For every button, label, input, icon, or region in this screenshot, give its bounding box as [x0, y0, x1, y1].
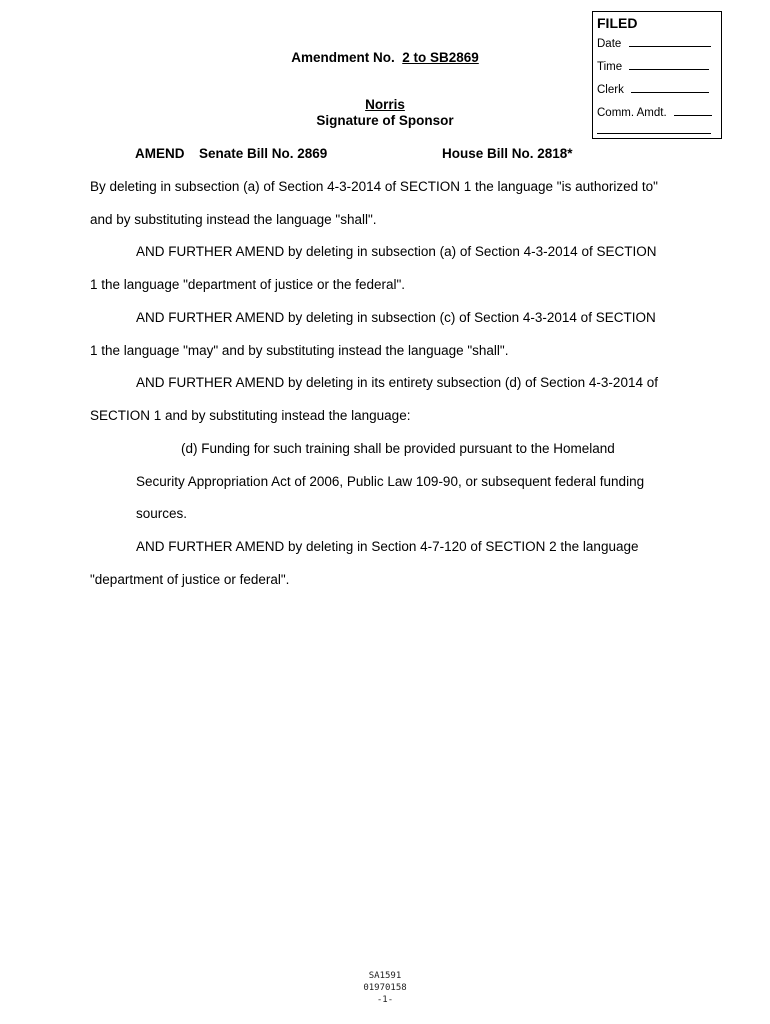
house-bill-number: House Bill No. 2818*	[442, 146, 573, 161]
body-line: "department of justice or federal".	[90, 572, 290, 587]
filed-date-row	[597, 36, 717, 50]
filed-time-row	[597, 59, 717, 73]
filed-time-label: Time	[597, 61, 623, 73]
filed-stamp-box	[592, 11, 722, 139]
sponsor-caption: Signature of Sponsor	[316, 113, 454, 128]
body-line: SECTION 1 and by substituting instead the language:	[90, 408, 411, 423]
quoted-line: sources.	[136, 506, 188, 521]
filed-title: FILED	[597, 15, 638, 31]
footer-code-number: 01970158	[363, 983, 407, 993]
amendment-title	[235, 50, 535, 65]
footer-code-sa: SA1591	[368, 971, 402, 981]
filed-clerk-row	[597, 82, 717, 96]
filed-comm-amdt-row	[597, 105, 717, 119]
senate-bill-number: Senate Bill No. 2869	[199, 146, 328, 161]
amendment-prefix: Amendment No.	[291, 50, 395, 65]
filed-comm-amdt-label: Comm. Amdt.	[597, 107, 667, 119]
filed-date-label: Date	[597, 38, 622, 50]
filed-comm-amdt-blank	[674, 105, 712, 116]
amendment-ref: 2 to SB2869	[402, 50, 479, 65]
body-line: AND FURTHER AMEND by deleting in Section 4-7-120 of SECTION 2 the language	[136, 539, 639, 554]
filed-date-blank	[629, 36, 711, 47]
amend-label: AMEND	[135, 146, 185, 161]
filed-clerk-label: Clerk	[597, 84, 624, 96]
quoted-line: (d) Funding for such training shall be provided pursuant to the Homeland	[181, 441, 615, 456]
body-line: AND FURTHER AMEND by deleting in subsection (a) of Section 4-3-2014 of SECTION	[136, 244, 657, 259]
body-line: By deleting in subsection (a) of Section 4-3-2014 of SECTION 1 the language "is authorized to"	[90, 179, 658, 194]
body-line: AND FURTHER AMEND by deleting in its entirety subsection (d) of Section 4-3-2014 of	[136, 375, 658, 390]
filed-clerk-blank	[631, 82, 709, 93]
body-line: and by substituting instead the language "shall".	[90, 212, 377, 227]
sponsor-name: Norris	[365, 97, 405, 112]
quoted-line: Security Appropriation Act of 2006, Public Law 109-90, or subsequent federal funding	[136, 474, 645, 489]
page-number: -1-	[376, 995, 394, 1005]
filed-time-blank	[629, 59, 709, 70]
body-line: 1 the language "department of justice or the federal".	[90, 277, 406, 292]
filed-bottom-blank	[597, 133, 711, 134]
body-line: AND FURTHER AMEND by deleting in subsection (c) of Section 4-3-2014 of SECTION	[136, 310, 656, 325]
body-line: 1 the language "may" and by substituting instead the language "shall".	[90, 343, 509, 358]
